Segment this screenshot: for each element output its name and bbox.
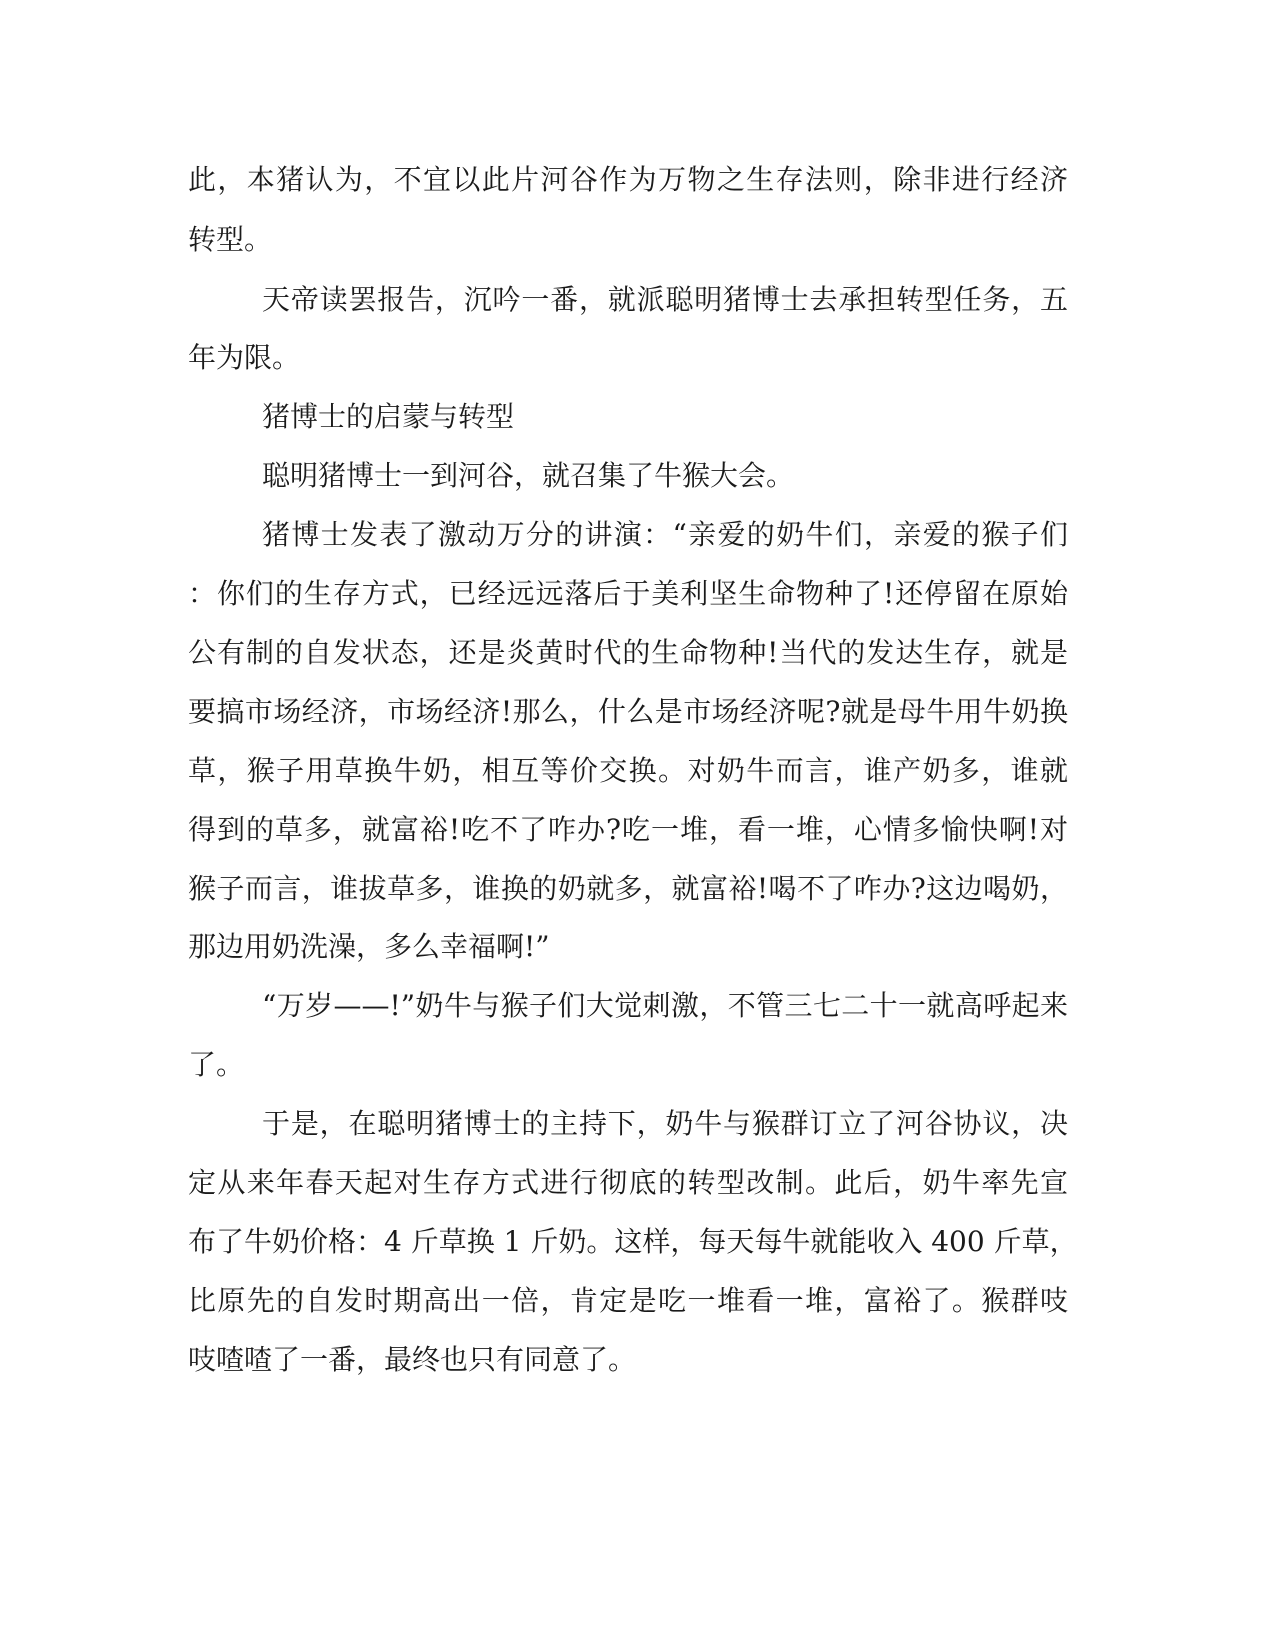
paragraph-first-line <box>0 456 1275 496</box>
paragraph-first-line <box>0 515 1275 555</box>
text-line-content: 公有制的自发状态，还是炎黄时代的生命物种!当代的发达生存，就是 <box>188 636 1068 669</box>
text-line <box>0 751 1275 791</box>
text-line-content: 天帝读罢报告，沉吟一番，就派聪明猪博士去承担转型任务，五 <box>262 283 1068 316</box>
text-line-content: 布了牛奶价格：4 斤草换 1 斤奶。这样，每天每牛就能收入 400 斤草， <box>188 1225 1078 1258</box>
text-line <box>0 574 1275 614</box>
section-heading <box>0 397 1275 437</box>
text-line <box>0 220 1275 260</box>
text-line-content: 定从来年春天起对生存方式进行彻底的转型改制。此后，奶牛率先宣 <box>188 1166 1068 1199</box>
text-line <box>0 1163 1275 1203</box>
text-line-content: 草，猴子用草换牛奶，相互等价交换。对奶牛而言，谁产奶多，谁就 <box>188 754 1068 787</box>
text-line-content: 于是，在聪明猪博士的主持下，奶牛与猴群订立了河谷协议，决 <box>262 1107 1068 1140</box>
text-line-content: 吱喳喳了一番，最终也只有同意了。 <box>188 1343 637 1376</box>
text-line-content: 比原先的自发时期高出一倍，肯定是吃一堆看一堆，富裕了。猴群吱 <box>188 1284 1068 1317</box>
text-line-content: 转型。 <box>188 223 273 256</box>
text-line-content: ：你们的生存方式，已经远远落后于美利坚生命物种了!还停留在原始 <box>188 577 1068 610</box>
text-line-content: 年为限。 <box>188 341 301 374</box>
text-line <box>0 1340 1275 1380</box>
text-line-content: 此，本猪认为，不宜以此片河谷作为万物之生存法则，除非进行经济 <box>188 163 1068 196</box>
paragraph-first-line <box>0 280 1275 320</box>
paragraph-first-line <box>0 1104 1275 1144</box>
text-line-content: 猴子而言，谁拔草多，谁换的奶就多，就富裕!喝不了咋办?这边喝奶， <box>188 872 1068 905</box>
text-line <box>0 1045 1275 1085</box>
section-heading-text: 猪博士的启蒙与转型 <box>262 400 515 433</box>
text-line <box>0 810 1275 850</box>
text-line <box>0 869 1275 909</box>
text-line <box>0 338 1275 378</box>
text-line <box>0 1281 1275 1321</box>
paragraph-first-line <box>0 986 1275 1026</box>
text-line-content: 了。 <box>188 1048 245 1081</box>
text-line <box>0 692 1275 732</box>
text-line-content: 得到的草多，就富裕!吃不了咋办?吃一堆，看一堆，心情多愉快啊!对 <box>188 813 1068 846</box>
text-line-content: 要搞市场经济，市场经济!那么，什么是市场经济呢?就是母牛用牛奶换 <box>188 695 1068 728</box>
text-line <box>0 633 1275 673</box>
text-line-content: 聪明猪博士一到河谷，就召集了牛猴大会。 <box>262 459 795 492</box>
text-line <box>0 927 1275 967</box>
text-line-content: 那边用奶洗澡，多么幸福啊!” <box>188 930 550 963</box>
text-line-content: “万岁——!”奶牛与猴子们大觉刺激，不管三七二十一就高呼起来 <box>262 989 1068 1022</box>
text-line-content: 猪博士发表了激动万分的讲演：“亲爱的奶牛们，亲爱的猴子们 <box>262 518 1068 551</box>
text-line <box>0 1222 1275 1262</box>
text-line <box>0 160 1275 200</box>
